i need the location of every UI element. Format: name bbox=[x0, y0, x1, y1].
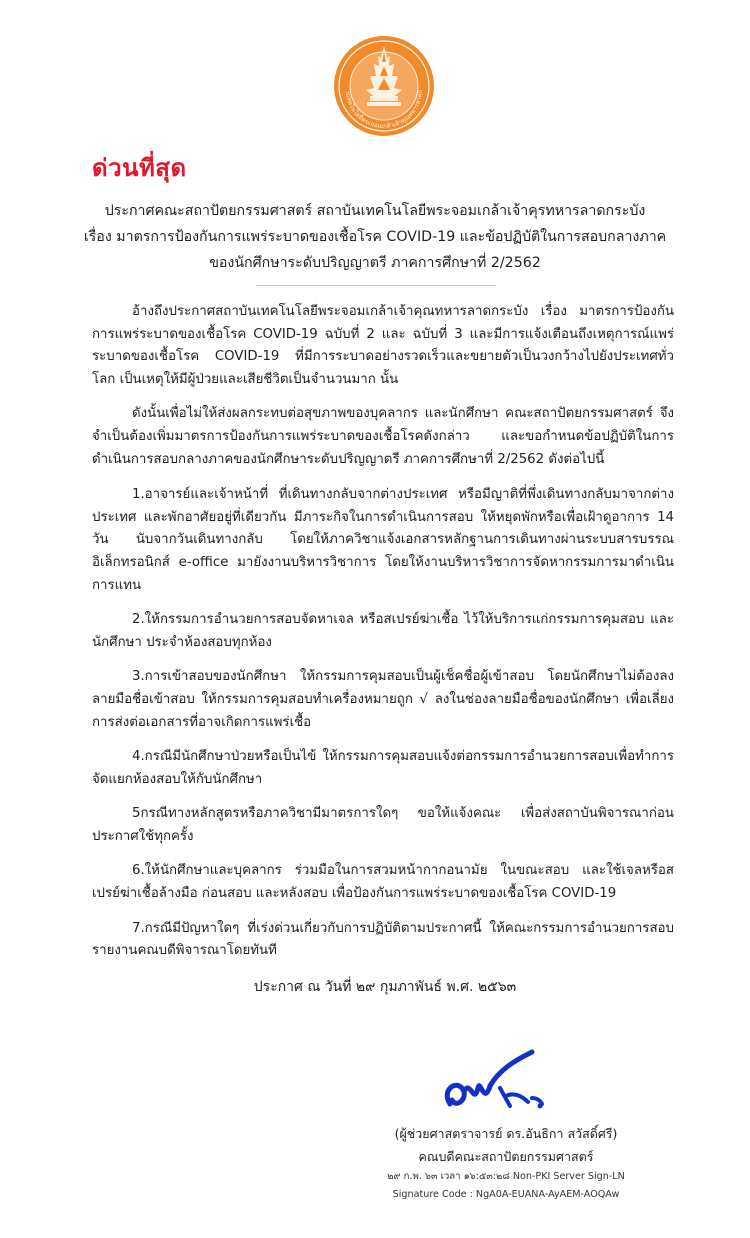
announcement-date: ประกาศ ณ วันที่ ๒๙ กุมภาพันธ์ พ.ศ. ๒๕๖๓ bbox=[253, 979, 517, 995]
header-divider bbox=[256, 285, 496, 286]
signatory-name: (ผู้ช่วยศาสตราจารย์ ดร.อันธิกา สวัสดิ์ศรี) bbox=[394, 1126, 618, 1141]
measure-item-3: 3.การเข้าสอบของนักศึกษา ให้กรรมการคุมสอบเป็นผู้เช็คชื่อผู้เข้าสอบ โดยนักศึกษาไม่ต้องลงลายมือชื่อเข้าสอบ ให้กรรมการคุมสอบทำเครื่องหมายถูก √ ลงในช่องลายมือชื่อของนักศึกษา เพื่อเลี่ยงการส่งต่อเอกสารที่อาจเกิดการแพร่เชื้อ bbox=[92, 669, 674, 730]
signature-code: Signature Code : NgA0A-EUANA-AyAEM-AOQAw bbox=[392, 1189, 620, 1200]
measure-item-2: 2.ให้กรรมการอำนวยการสอบจัดหาเจล หรือสเปรย์ฆ่าเชื้อ ไว้ให้บริการแก่กรรมการคุมสอบ และนักศึกษา ประจำห้องสอบทุกห้อง bbox=[92, 612, 674, 650]
measure-item-1: 1.อาจารย์และเจ้าหน้าที่ ที่เดินทางกลับจากต่างประเทศ หรือมีญาติที่พึ่งเดินทางกลับมาจากต่างประเทศ และพักอาศัยอยู่ที่เดียวกัน มีภาระกิจในการดำเนินการสอบ ให้หยุดพักหรือเพื่อเฝ้าดูอาการ 14 วัน นับจากวันเดินทางกลับ โดยให้ภาควิชาแจ้งเอกสารหลักฐานการเดินทางผ่านระบบสารบรรณอิเล็กทรอนิกส์ e-office มายังงานบริหารวิชาการ โดยให้งานบริหารวิชาการจัดหากรรมการมาดำเนินการแทน bbox=[92, 487, 674, 593]
measure-item-5: 5กรณีทางหลักสูตรหรือภาควิชามีมาตรการใดๆ ขอให้แจ้งคณะ เพื่อส่งสถาบันพิจารณาก่อนประกาศใช้ทุกครั้ง bbox=[92, 806, 674, 844]
sign-timestamp: ๒๙ ก.พ. ๖๓ เวลา ๑๖:๕๓:๒๘ Non-PKI Server Sign-LN bbox=[387, 1171, 625, 1182]
kmitl-seal-logo bbox=[332, 32, 436, 140]
measure-item-7: 7.กรณีมีปัญหาใดๆ ที่เร่งด่วนเกี่ยวกับการปฏิบัติตามประกาศนี้ ให้คณะกรรมการอำนวยการสอบรายงานคณบดีพิจารณาโดยทันที bbox=[92, 920, 674, 959]
svg-text:สถาบันเทคโนโลยีพระจอมเกล้าเจ้า: นเทคโนโลยีพระจอมเกล้าเจ้าคุณทหารลาดก bbox=[343, 89, 425, 131]
measure-item-6: 6.ให้นักศึกษาและบุคลากร ร่วมมือในการสวมหน้ากากอนามัย ในขณะสอบ และใช้เจลหรือสเปรย์ฆ่าเชื้อล้างมือ ก่อนสอบ และหลังสอบ เพื่อป้องกันการแพร่ระบาดของเชื้อโรค COVID-19 bbox=[92, 863, 674, 902]
announcement-header bbox=[60, 198, 690, 276]
signatory-block bbox=[346, 1122, 666, 1204]
announcement-body bbox=[92, 301, 674, 975]
header-line-3: ของนักศึกษาระดับปริญญาตรี ภาคการศึกษาที่ 2/2562 bbox=[209, 255, 541, 271]
paragraph-purpose: ดังนั้นเพื่อไม่ให้ส่งผลกระทบต่อสุขภาพของบุคลากร และนักศึกษา คณะสถาปัตยกรรมศาสตร์ จึงจำเป็นต้องเพิ่มมาตรการป้องกันการแพร่ระบาดของเชื้อโรคดังกล่าว และขอกำหนดข้อปฏิบัติในการดำเนินการสอบกลางภาคของนักศึกษาระดับปริญญาตรี ภาคการศึกษาที่ 2/2562 ดังต่อไปนี้ bbox=[92, 406, 674, 467]
measure-item-4: 4.กรณีมีนักศึกษาป่วยหรือเป็นไข้ ให้กรรมการคุมสอบแจ้งต่อกรรมการอำนวยการสอบเพื่อทำการจัดแยกห้องสอบให้กับนักศึกษา bbox=[92, 749, 674, 787]
header-line-1: ประกาศคณะสถาปัตยกรรมศาสตร์ สถาบันเทคโนโลยีพระจอมเกล้าเจ้าคุรทหารลาดกระบัง bbox=[104, 203, 646, 219]
header-line-2: เรื่อง มาตรการป้องกันการแพร่ระบาดของเชื้อโรค COVID-19 และข้อปฏิบัติในการสอบกลางภาค bbox=[83, 229, 667, 245]
signatory-position: คณบดีคณะสถาปัตยกรรมศาสตร์ bbox=[418, 1149, 594, 1164]
paragraph-reference: อ้างถึงประกาศสถาบันเทคโนโลยีพระจอมเกล้าเจ้าคุณทหารลาดกระบัง เรื่อง มาตรการป้องกันการแพร่ระบาดของเชื้อโรค COVID-19 ฉบับที่ 2 และ ฉบับที่ 3 และมีการแจ้งเตือนถึงเหตุการณ์แพร่ระบาดของเชื้อโรค COVID-19 ที่มีการระบาดอย่างรวดเร็วและขยายตัวเป็นวงกว้างไปยังประเทศทั่วโลก เป็นเหตุให้มีผู้ป่วยและเสียชีวิตเป็นจำนวนมาก นั้น bbox=[92, 304, 674, 387]
urgent-label: ด่วนที่สุด bbox=[92, 154, 187, 182]
handwritten-signature bbox=[430, 1048, 552, 1124]
